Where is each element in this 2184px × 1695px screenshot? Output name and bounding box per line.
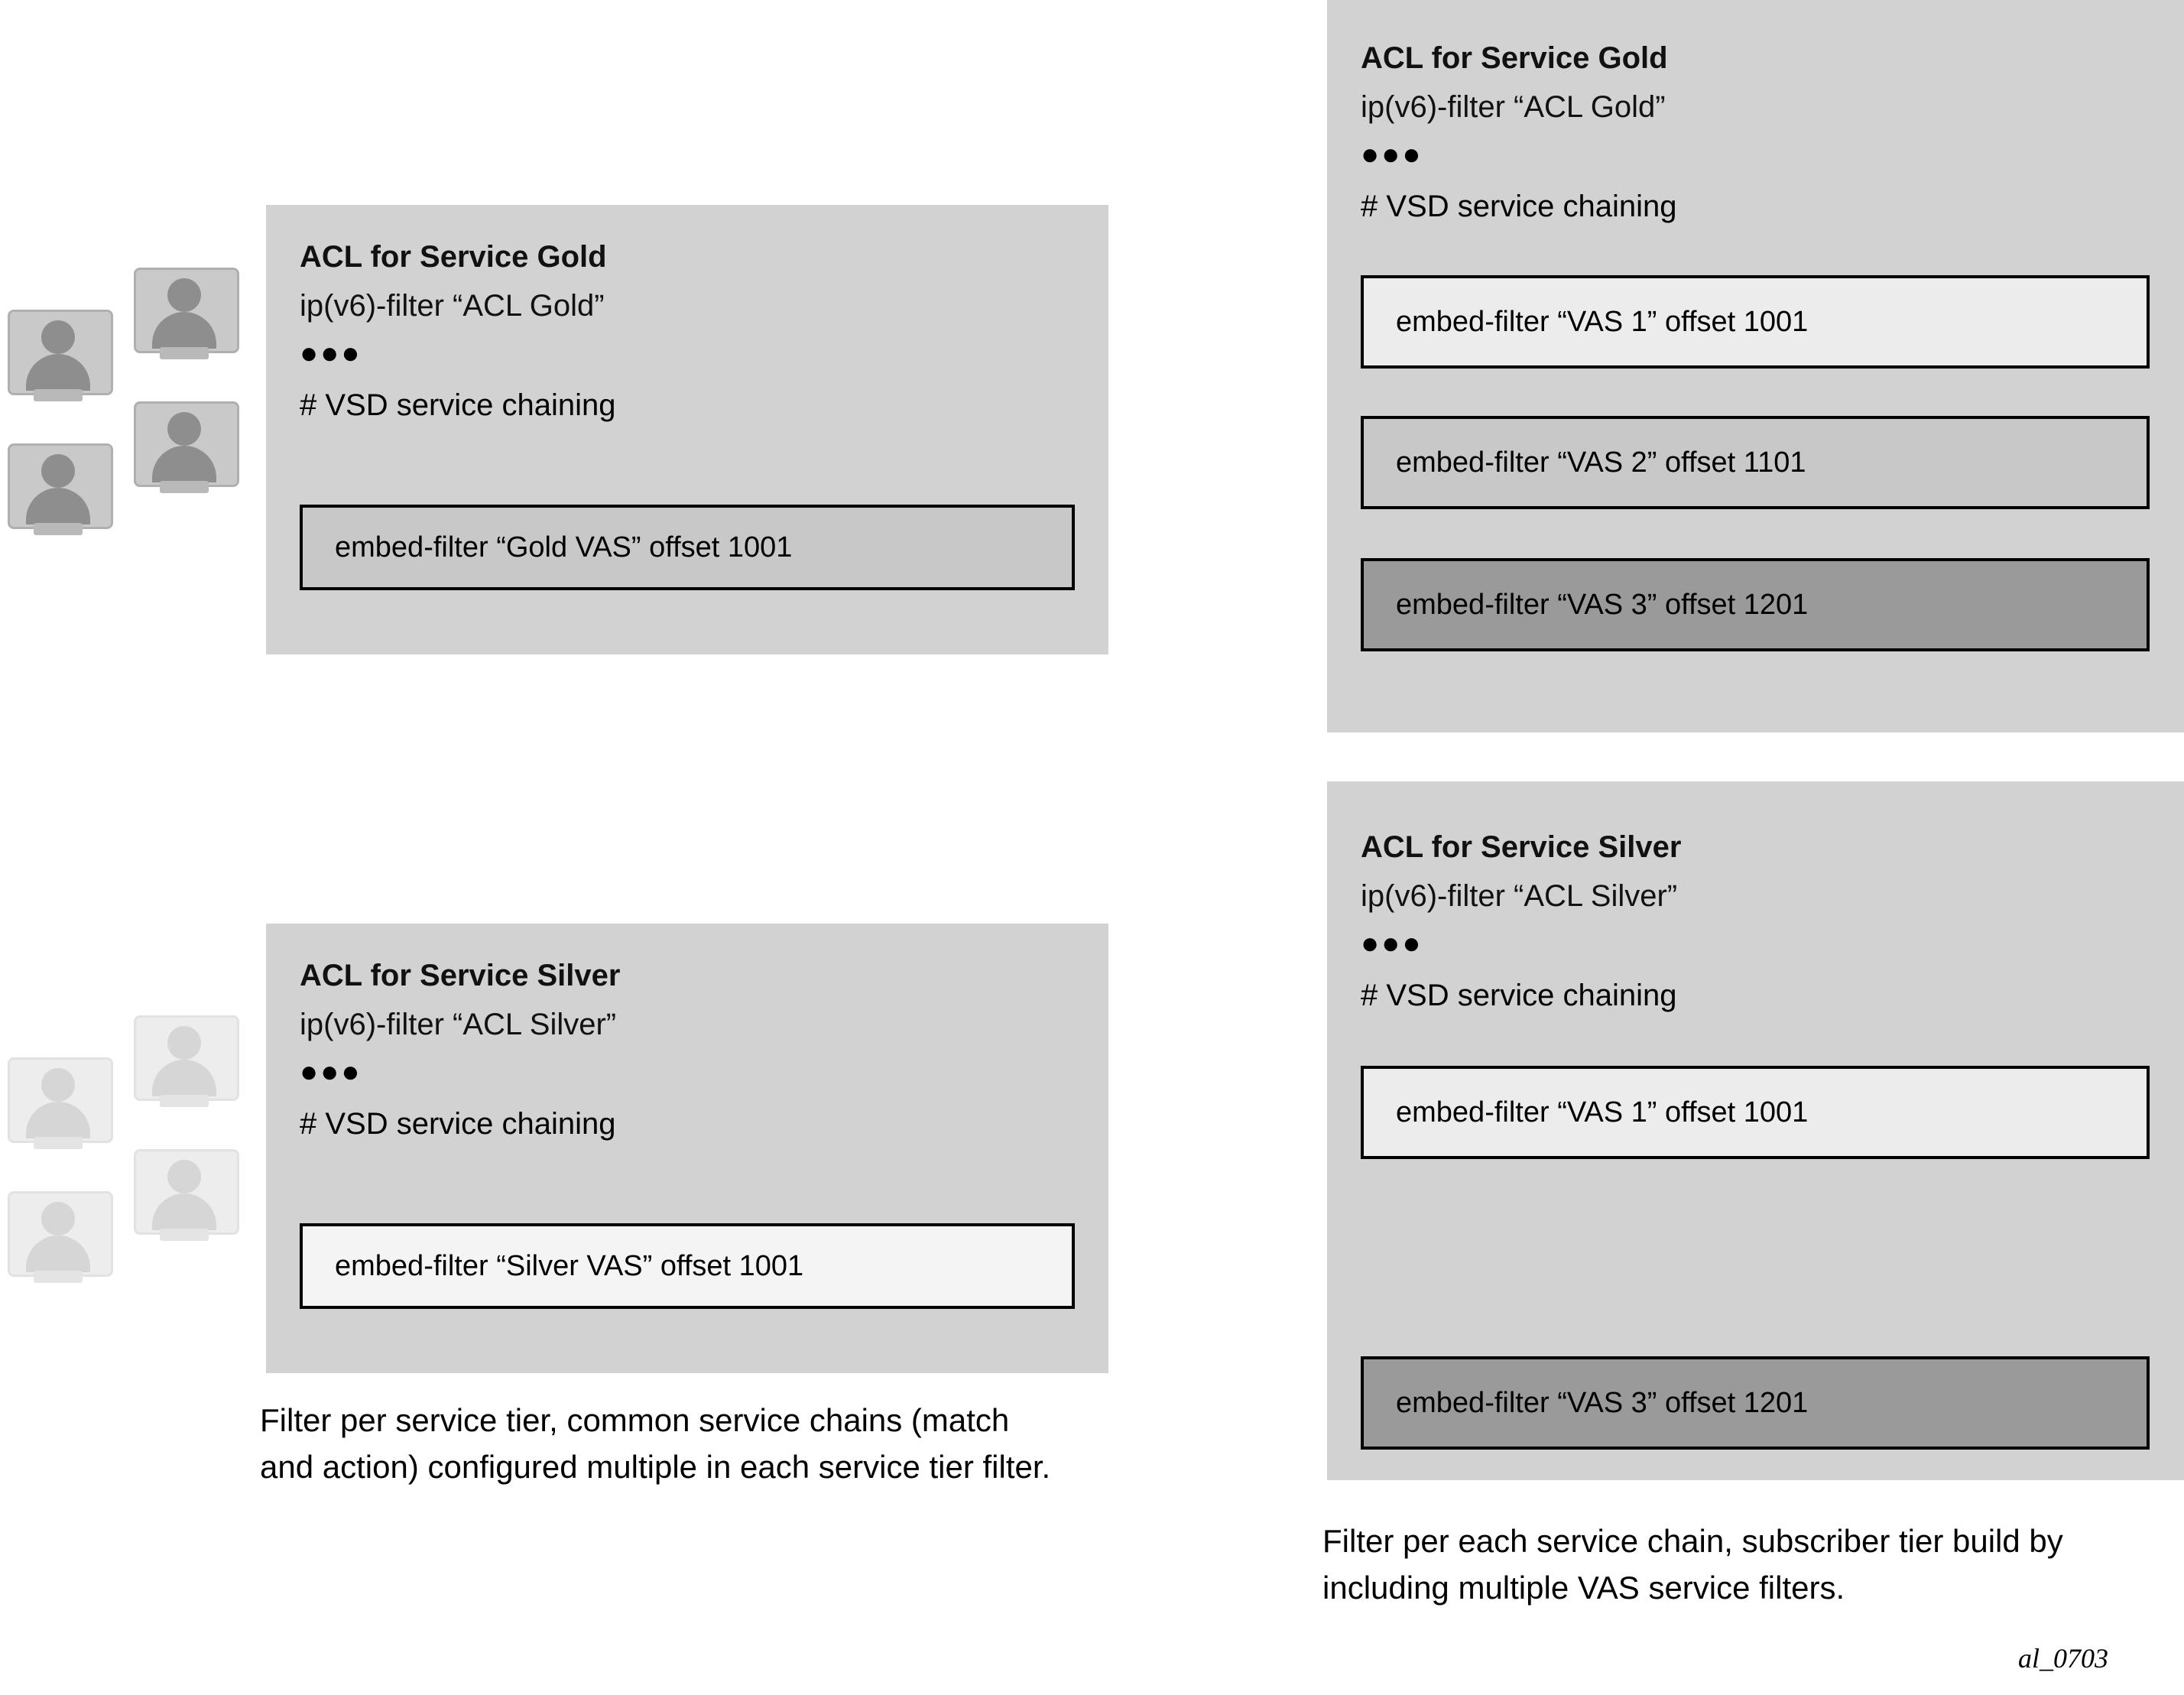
embed-filter-label: embed-filter “VAS 3” offset 1201 bbox=[1396, 1386, 1809, 1419]
monitor-stand-shape bbox=[160, 481, 209, 493]
user-icon bbox=[134, 1015, 235, 1110]
panel-title: ACL for Service Gold bbox=[300, 240, 607, 274]
panel-left-silver bbox=[266, 924, 1108, 1373]
embed-filter-label: embed-filter “VAS 2” offset 1101 bbox=[1396, 446, 1806, 479]
user-icon bbox=[134, 401, 235, 496]
user-head-shape bbox=[41, 454, 75, 488]
subscriber-group-gold bbox=[8, 268, 260, 520]
embed-filter-box bbox=[1361, 275, 2150, 369]
monitor-stand-shape bbox=[34, 389, 83, 401]
user-head-shape bbox=[41, 1202, 75, 1236]
panel-comment: # VSD service chaining bbox=[1361, 979, 1677, 1012]
user-icon bbox=[8, 1057, 109, 1152]
user-head-shape bbox=[41, 320, 75, 354]
embed-filter-label: embed-filter “VAS 1” offset 1001 bbox=[1396, 1096, 1809, 1128]
embed-filter-box bbox=[300, 505, 1075, 590]
panel-right-silver bbox=[1327, 781, 2184, 1480]
monitor-stand-shape bbox=[34, 523, 83, 535]
ellipsis-marker: ●●● bbox=[300, 336, 362, 370]
panel-title: ACL for Service Silver bbox=[300, 959, 621, 992]
panel-right-gold bbox=[1327, 0, 2184, 732]
user-head-shape bbox=[167, 1160, 201, 1193]
embed-filter-label: embed-filter “VAS 1” offset 1001 bbox=[1396, 305, 1809, 338]
user-icon bbox=[8, 310, 109, 404]
panel-title: ACL for Service Silver bbox=[1361, 830, 1682, 864]
panel-subtitle: ip(v6)-filter “ACL Gold” bbox=[300, 289, 605, 323]
user-head-shape bbox=[167, 412, 201, 446]
subscriber-group-silver bbox=[8, 1015, 260, 1268]
monitor-stand-shape bbox=[160, 1095, 209, 1107]
embed-filter-label: embed-filter “Gold VAS” offset 1001 bbox=[335, 531, 793, 563]
panel-title: ACL for Service Gold bbox=[1361, 41, 1668, 75]
embed-filter-box bbox=[300, 1223, 1075, 1309]
monitor-stand-shape bbox=[160, 1229, 209, 1241]
user-icon bbox=[134, 1149, 235, 1244]
embed-filter-box bbox=[1361, 558, 2150, 651]
user-head-shape bbox=[167, 1026, 201, 1060]
ellipsis-marker: ●●● bbox=[300, 1055, 362, 1089]
embed-filter-box bbox=[1361, 1066, 2150, 1159]
user-head-shape bbox=[41, 1068, 75, 1102]
caption-left: Filter per service tier, common service chains (match and action) configured multiple in each service tier filter. bbox=[260, 1402, 1051, 1485]
caption-right: Filter per each service chain, subscriber tier build by including multiple VAS service filters. bbox=[1322, 1523, 2063, 1606]
panel-comment: # VSD service chaining bbox=[1361, 190, 1677, 223]
user-icon bbox=[134, 268, 235, 362]
monitor-stand-shape bbox=[160, 347, 209, 359]
embed-filter-label: embed-filter “VAS 3” offset 1201 bbox=[1396, 588, 1809, 621]
ellipsis-marker: ●●● bbox=[1361, 927, 1423, 960]
panel-subtitle: ip(v6)-filter “ACL Silver” bbox=[300, 1008, 617, 1041]
panel-subtitle: ip(v6)-filter “ACL Silver” bbox=[1361, 879, 1678, 913]
panel-left-gold bbox=[266, 205, 1108, 654]
user-head-shape bbox=[167, 278, 201, 312]
panel-comment: # VSD service chaining bbox=[300, 1107, 616, 1141]
embed-filter-box bbox=[1361, 416, 2150, 509]
embed-filter-box bbox=[1361, 1356, 2150, 1450]
panel-subtitle: ip(v6)-filter “ACL Gold” bbox=[1361, 90, 1666, 124]
monitor-stand-shape bbox=[34, 1137, 83, 1149]
user-icon bbox=[8, 443, 109, 538]
figure-id: al_0703 bbox=[2018, 1643, 2109, 1674]
panel-comment: # VSD service chaining bbox=[300, 388, 616, 422]
embed-filter-label: embed-filter “Silver VAS” offset 1001 bbox=[335, 1249, 804, 1282]
user-icon bbox=[8, 1191, 109, 1286]
monitor-stand-shape bbox=[34, 1271, 83, 1283]
ellipsis-marker: ●●● bbox=[1361, 138, 1423, 171]
